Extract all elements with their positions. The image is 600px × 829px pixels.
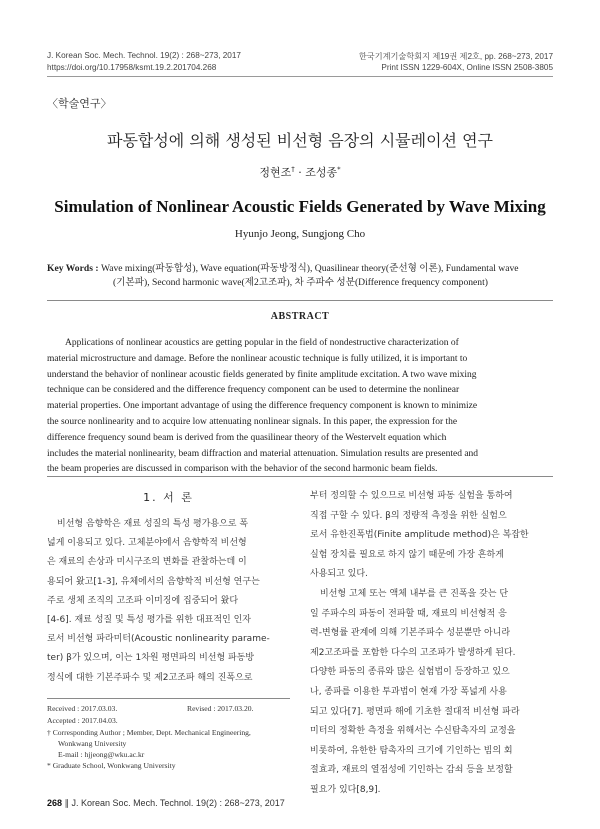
section-heading-introduction: 1. 서 론 — [143, 491, 194, 504]
header-korean-citation: 한국기계기술학회지 제19권 제2호, pp. 268~273, 2017 — [358, 52, 553, 61]
keywords-line-1: Wave mixing(파동합성), Wave equation(파동방정식), Quasilinear theory(준선형 이론), Fundamental wave — [100, 263, 519, 274]
abstract-line: technique can be considered and the difference frequency component can be used to determine the nonlinear — [47, 385, 460, 396]
page-number: 268 — [47, 798, 63, 808]
intro-line: 다양한 파동의 종류와 많은 실험법이 등장하고 있으 — [310, 667, 510, 678]
intro-line: 직접 구할 수 있다. β의 정량적 측정을 위한 실험으 — [310, 510, 507, 521]
author-first: 정현조 — [259, 166, 292, 179]
abstract-top-rule — [47, 300, 553, 301]
intro-right-column — [310, 487, 553, 801]
abstract-line: difference frequency sound beam is derived from the quasilinear theory of the Westervelt equation which — [47, 432, 447, 443]
corresponding-affiliation: Wonkwang University — [58, 739, 127, 748]
header-divider — [47, 76, 553, 77]
intro-line: 제2고조파를 포함한 다수의 고조파가 발생하게 된다. — [310, 647, 516, 658]
abstract-line: material microstructure and damage. Before the nonlinear acoustic technique is fully utilized, it is important to — [47, 353, 468, 364]
intro-line: 로서 유한진폭법(Finite amplitude method)은 복잡한 — [310, 530, 529, 541]
intro-line: 미터의 정확한 측정을 위해서는 수신탐촉자의 교정을 — [310, 726, 516, 737]
authors-korean — [0, 164, 600, 180]
paper-title-english: Simulation of Nonlinear Acoustic Fields Generated by Wave Mixing — [54, 197, 546, 216]
revised-date: Revised : 2017.03.20. — [187, 704, 254, 713]
intro-line: 용되어 왔고[1-3], 유체에서의 음향학적 비선형 연구는 — [47, 576, 260, 587]
intro-line: 비롯하여, 유한한 탐촉자의 크기에 기인하는 빔의 회 — [310, 745, 513, 756]
corresponding-email[interactable]: E-mail : hjjeong@wku.ac.kr — [58, 750, 145, 759]
article-category: 〈학술연구〉 — [47, 98, 112, 110]
abstract-body — [47, 336, 553, 478]
abstract-line: the beam properies are discussed in comparison with the behavior of the second harmonic beam fields. — [47, 464, 438, 475]
intro-line: 실험 장치를 필요로 하지 않기 때문에 가장 흔하게 — [310, 549, 504, 560]
abstract-heading: ABSTRACT — [270, 311, 330, 322]
abstract-line: understand the behavior of nonlinear acoustic fields generated by finite amplitude excitation. A two wave mixing — [47, 369, 477, 380]
intro-line: 필요가 있다[8,9]. — [310, 784, 381, 795]
intro-line: ter) β가 있으며, 이는 1차원 평면파의 비선형 파동방 — [47, 653, 255, 664]
abstract-line: includes the material nonlinearity, beam diffraction and material attenuation. Simulation results are presented and — [47, 448, 479, 459]
intro-line: 되고 있다[7]. 평면파 해에 기초한 절대적 비선형 파라 — [310, 706, 520, 717]
keywords-label: Key Words : — [47, 263, 101, 274]
author-second: 조성종 — [305, 166, 338, 179]
intro-line: 비선형 음향학은 재료 성질의 특성 평가용으로 폭 — [57, 519, 249, 529]
corresponding-author: † Corresponding Author ; Member, Dept. Mechanical Engineering, — [47, 728, 251, 737]
authors-english: Hyunjo Jeong, Sungjong Cho — [234, 228, 366, 240]
page-footer — [47, 798, 285, 809]
received-date: Received : 2017.03.03. — [47, 704, 118, 713]
intro-line: 로서 비선형 파라미터(Acoustic nonlinearity parame- — [47, 634, 270, 645]
abstract-line: Applications of nonlinear acoustics are getting popular in the field of nondestructive characterization of — [65, 338, 459, 348]
abstract-line: the source nonlinearity and to acquire low attenuating nonlinear signals. In this paper, the expression for the — [47, 416, 458, 427]
affiliation-mark: * — [337, 165, 341, 174]
header-doi-link[interactable]: https://doi.org/10.17958/ksmt.19.2.201704.268 — [47, 63, 217, 72]
intro-line: 력-변형률 관계에 의해 기본주파수 성분뿐만 아니라 — [310, 628, 511, 639]
intro-line: 사용되고 있다. — [310, 569, 368, 580]
keywords-block — [47, 262, 552, 290]
intro-line: 정식에 대한 기본주파수 및 제2고조파 해의 진폭으로 — [47, 672, 253, 683]
intro-line: 절효과, 재료의 열점성에 기인하는 감쇠 등을 보정할 — [310, 765, 513, 776]
intro-line: 부터 정의할 수 있으므로 비선형 파동 실험을 통하여 — [310, 491, 513, 501]
author-separator: · — [294, 166, 306, 179]
intro-line: 비선형 고체 또는 액체 내부를 큰 진폭을 갖는 단 — [320, 588, 509, 599]
header-issn: Print ISSN 1229-604X, Online ISSN 2508-3805 — [381, 63, 553, 72]
footnote-divider — [47, 698, 290, 699]
paper-title-korean: 파동합성에 의해 생성된 비선형 음장의 시뮬레이션 연구 — [106, 131, 493, 150]
abstract-line: material properties. One important advantage of using the difference frequency component is known to minimize — [47, 401, 478, 412]
keywords-line-2: (기본파), Second harmonic wave(제2고조파), 차 주파수 성분(Difference frequency component) — [113, 277, 488, 288]
graduate-affiliation: * Graduate School, Wonkwang University — [47, 761, 176, 770]
abstract-bottom-rule — [47, 476, 553, 477]
footer-journal: ∥ J. Korean Soc. Mech. Technol. 19(2) : 268~273, 2017 — [62, 798, 285, 808]
intro-line: 일 주파수의 파동이 전파할 때, 재료의 비선형적 응 — [310, 608, 507, 619]
accepted-date: Accepted : 2017.04.03. — [47, 716, 118, 725]
intro-line: 나, 종파를 이용한 투과법이 현재 가장 폭넓게 사용 — [310, 686, 507, 697]
intro-line: 주로 생체 조직의 고조파 이미징에 집중되어 왔다 — [47, 595, 239, 606]
intro-line: [4-6]. 재료 성질 및 특성 평가를 위한 대표적인 인자 — [47, 615, 251, 626]
header-journal-citation: J. Korean Soc. Mech. Technol. 19(2) : 268~273, 2017 — [47, 51, 241, 60]
intro-line: 은 재료의 손상과 미시구조의 변화를 관찰하는데 이 — [47, 557, 247, 568]
corresponding-mark: † — [291, 165, 295, 174]
intro-left-column — [47, 515, 290, 688]
intro-line: 넓게 이용되고 있다. 고체분야에서 음향학적 비선형 — [47, 538, 247, 549]
